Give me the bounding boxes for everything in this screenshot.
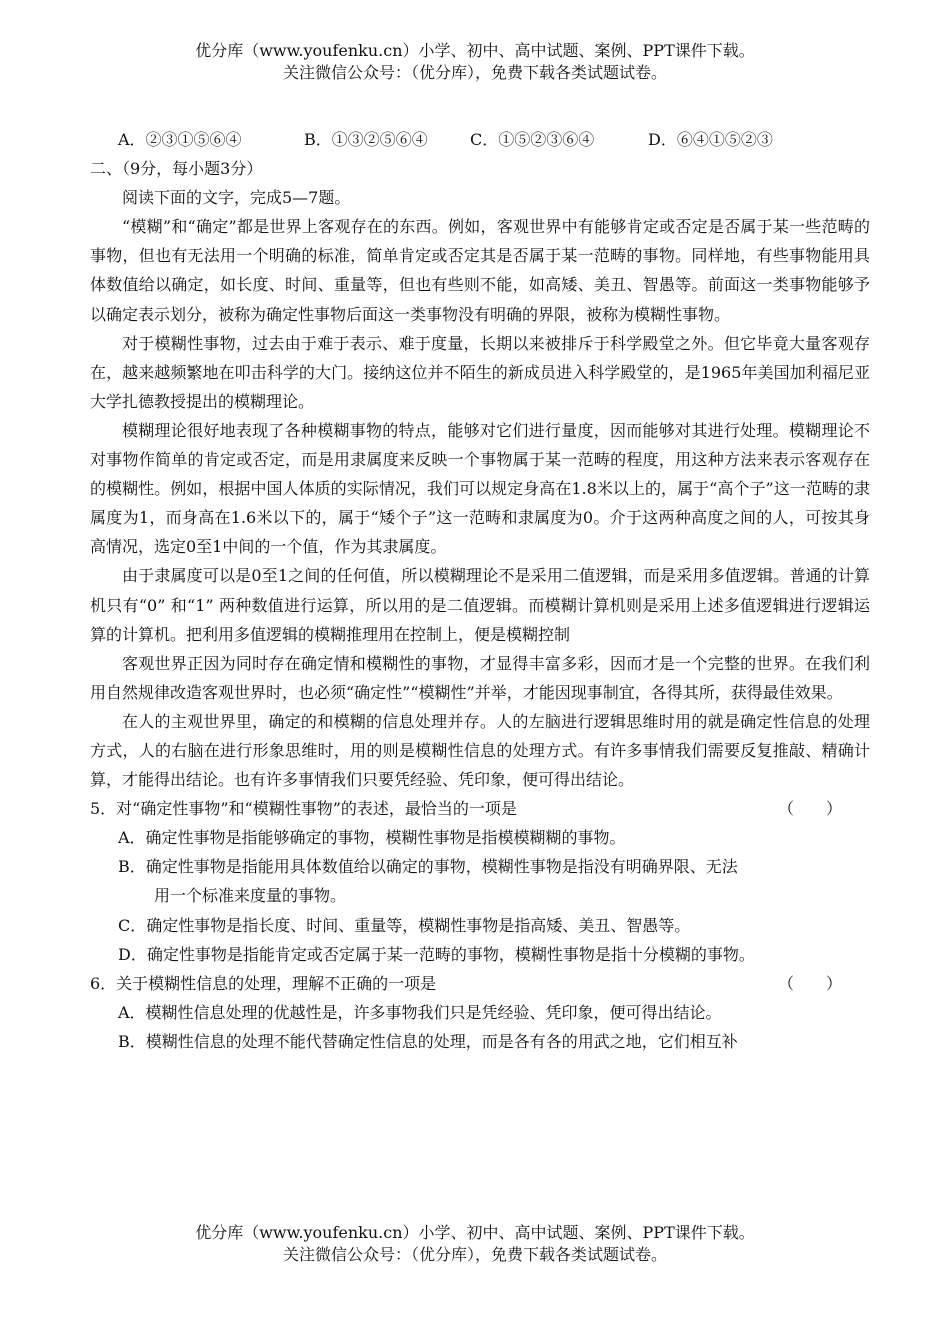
passage-paragraph-4: 由于隶属度可以是0至1之间的任何值，所以模糊理论不是采用二值逻辑，而是采用多值逻辑。普通的计算机只有“0” 和“1” 两种数值进行运算，所以用的是二值逻辑。而模糊计算机则是采用上述多值逻辑进行逻辑运算的计算机。把利用多值逻辑的模糊推理用在控制上，便是模糊控制 bbox=[90, 566, 870, 644]
q5-option-a: A．确定性事物是指能够确定的事物，模糊性事物是指模模糊糊的事物。 bbox=[118, 828, 626, 848]
footer-line-2: 关注微信公众号：（优分库），免费下载各类试题试卷。 bbox=[282, 1245, 667, 1264]
prev-question-options bbox=[90, 125, 870, 154]
q6-option-a: A．模糊性信息处理的优越性是，许多事物我们只是凭经验、凭印象，便可得出结论。 bbox=[118, 1002, 722, 1022]
option-b: B．①③②⑤⑥④ bbox=[304, 130, 428, 149]
option-c: C．①⑤②③⑥④ bbox=[470, 130, 595, 149]
question-6 bbox=[90, 969, 870, 998]
q5-option-b bbox=[90, 852, 870, 910]
header-line-2: 关注微信公众号：（优分库），免费下载各类试题试卷。 bbox=[282, 63, 667, 82]
footer-line-1: 优分库（www.youfenku.cn）小学、初中、高中试题、案例、PPT课件下载。 bbox=[195, 1223, 755, 1242]
header-line-1: 优分库（www.youfenku.cn）小学、初中、高中试题、案例、PPT课件下载。 bbox=[195, 41, 755, 60]
option-a: A．②③①⑤⑥④ bbox=[118, 130, 242, 149]
section-heading: 二、（9分，每小题3分） bbox=[90, 159, 263, 179]
q6-option-b: B．模糊性信息的处理不能代替确定性信息的处理，而是各有各的用武之地，它们相互补 bbox=[118, 1031, 738, 1051]
answer-paren: （ ） bbox=[777, 799, 842, 819]
passage-paragraph-3: 模糊理论很好地表现了各种模糊事物的特点，能够对它们进行量度，因而能够对其进行处理。模糊理论不对事物作简单的肯定或否定，而是用隶属度来反映一个事物属于某一范畴的程度，用这种方法来表示客观存在的模糊性。例如，根据中国人体质的实际情况，我们可以规定身高在1.8米以上的，属于“高个子”这一范畴的隶属度为1，而身高在1.6米以下的，属于“矮个子”这一范畴和隶属度为0。介于这两种高度之间的人，可按其身高情况，选定0至1中间的一个值，作为其隶属度。 bbox=[90, 420, 870, 557]
section-instruction: 阅读下面的文字，完成5—7题。 bbox=[122, 188, 351, 208]
page-header bbox=[0, 40, 950, 84]
question-6-stem: 6．关于模糊性信息的处理，理解不正确的一项是 bbox=[90, 973, 437, 993]
q5-option-b-line1: B．确定性事物是指能用具体数值给以确定的事物，模糊性事物是指没有明确界限、无法 bbox=[118, 857, 738, 877]
passage-paragraph-1: “模糊”和“确定”都是世界上客观存在的东西。例如，客观世界中有能够肯定或否定是否属于某一些范畴的事物，但也有无法用一个明确的标准，简单肯定或否定其是否属于某一范畴的事物。同样地，有些事物能用具体数值给以确定，如长度、时间、重量等，但也有些则不能，如高矮、美丑、智愚等。前面这一类事物能够予以确定表示划分，被称为确定性事物后面这一类事物没有明确的界限，被称为模糊性事物。 bbox=[90, 217, 870, 324]
page-content bbox=[90, 125, 870, 1056]
q5-option-d: D．确定性事物是指能肯定或否定属于某一范畴的事物，模糊性事物是指十分模糊的事物。 bbox=[118, 944, 755, 964]
question-5 bbox=[90, 794, 870, 823]
answer-paren: （ ） bbox=[777, 973, 842, 993]
passage-paragraph-6: 在人的主观世界里，确定的和模糊的信息处理并存。人的左脑进行逻辑思维时用的就是确定性信息的处理方式，人的右脑在进行形象思维时，用的则是模糊性信息的处理方式。有许多事情我们需要反复推敲、精确计算，才能得出结论。也有许多事情我们只要凭经验、凭印象，便可得出结论。 bbox=[90, 711, 870, 790]
q5-option-c: C．确定性事物是指长度、时间、重量等，模糊性事物是指高矮、美丑、智愚等。 bbox=[118, 915, 691, 935]
option-d: D．⑥④①⑤②③ bbox=[648, 130, 773, 149]
page-footer bbox=[0, 1222, 950, 1266]
q5-option-b-line2: 用一个标准来度量的事物。 bbox=[154, 886, 347, 906]
question-5-stem: 5．对“确定性事物”和“模糊性事物”的表述，最恰当的一项是 bbox=[90, 799, 517, 819]
passage-paragraph-2: 对于模糊性事物，过去由于难于表示、难于度量，长期以来被排斥于科学殿堂之外。但它毕竟大量客观存在，越来越频繁地在叩击科学的大门。接纳这位并不陌生的新成员进入科学殿堂的，是1965年美国加利福尼亚大学扎德教授提出的模糊理论。 bbox=[90, 333, 870, 411]
passage-paragraph-5: 客观世界正因为同时存在确定情和模糊性的事物，才显得丰富多彩，因而才是一个完整的世界。在我们利用自然规律改造客观世界时，也必须“确定性”“模糊性”并举，才能因现事制宜，各得其所，获得最佳效果。 bbox=[90, 653, 870, 702]
